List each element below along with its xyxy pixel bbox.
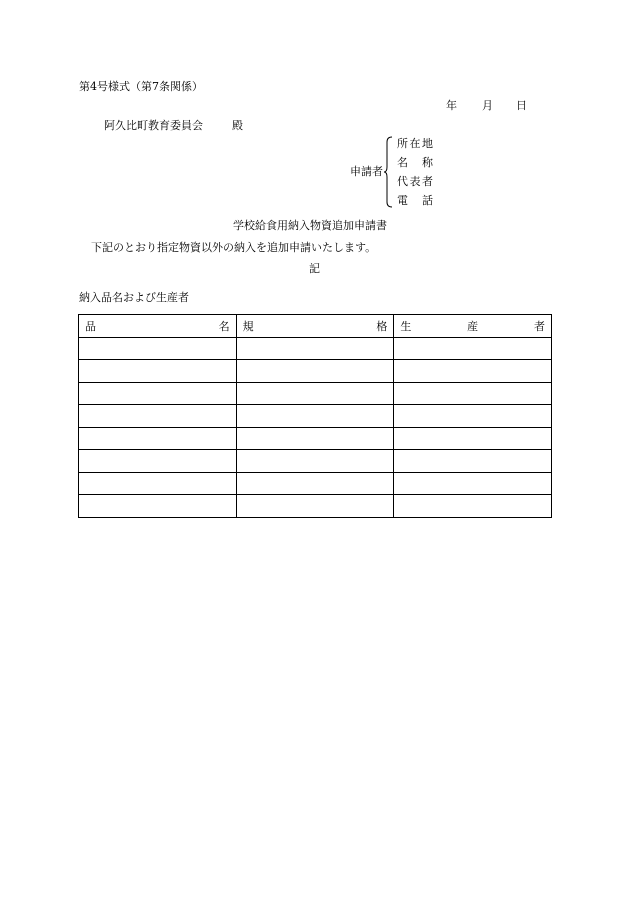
table-cell [79,495,237,518]
table-cell [79,360,237,383]
date-month-label: 月 [482,99,493,112]
header-item-name: 品 名 [79,315,237,338]
table-cell [236,472,394,495]
table-row [79,337,552,360]
applicant-representative-label: 代 表 者 [397,175,433,188]
table-row [79,360,552,383]
applicant-address-label: 所 在 地 [397,137,433,150]
header-producer: 生 産 者 [394,315,552,338]
table-row [79,382,552,405]
table-cell [79,405,237,428]
table-cell [79,427,237,450]
table-cell [394,382,552,405]
body-text: 下記のとおり指定物資以外の納入を追加申請いたします。 [91,241,377,254]
applicant-phone-label: 電 話 [397,194,433,207]
section-heading: 納入品名および生産者 [79,291,189,304]
table-cell [236,405,394,428]
table-cell [236,382,394,405]
table-row [79,427,552,450]
items-table [78,314,552,518]
table-cell [394,450,552,473]
table-row [79,495,552,518]
table-row [79,405,552,428]
addressee-honorific: 殿 [232,119,243,132]
applicant-brace [384,136,392,208]
table-cell [236,337,394,360]
table-row [79,450,552,473]
ki-mark: 記 [309,262,320,275]
table-cell [236,360,394,383]
table-cell [79,337,237,360]
date-day-label: 日 [516,99,527,112]
table-cell [394,427,552,450]
document-title: 学校給食用納入物資追加申請書 [233,219,387,232]
table-cell [236,495,394,518]
table-row [79,472,552,495]
applicant-name-label: 名 称 [397,156,433,169]
addressee-name: 阿久比町教育委員会 [104,119,203,132]
header-specification: 規 格 [236,315,394,338]
table-cell [79,450,237,473]
table-cell [236,450,394,473]
table-cell [79,472,237,495]
table-cell [394,472,552,495]
table-header-row [79,315,552,338]
table-cell [394,495,552,518]
table-cell [394,337,552,360]
table-cell [79,382,237,405]
table-cell [394,360,552,383]
table-cell [236,427,394,450]
applicant-label: 申請者 [350,165,383,178]
date-year-label: 年 [446,99,457,112]
form-number: 第4号様式（第7条関係） [79,80,203,93]
table-cell [394,405,552,428]
